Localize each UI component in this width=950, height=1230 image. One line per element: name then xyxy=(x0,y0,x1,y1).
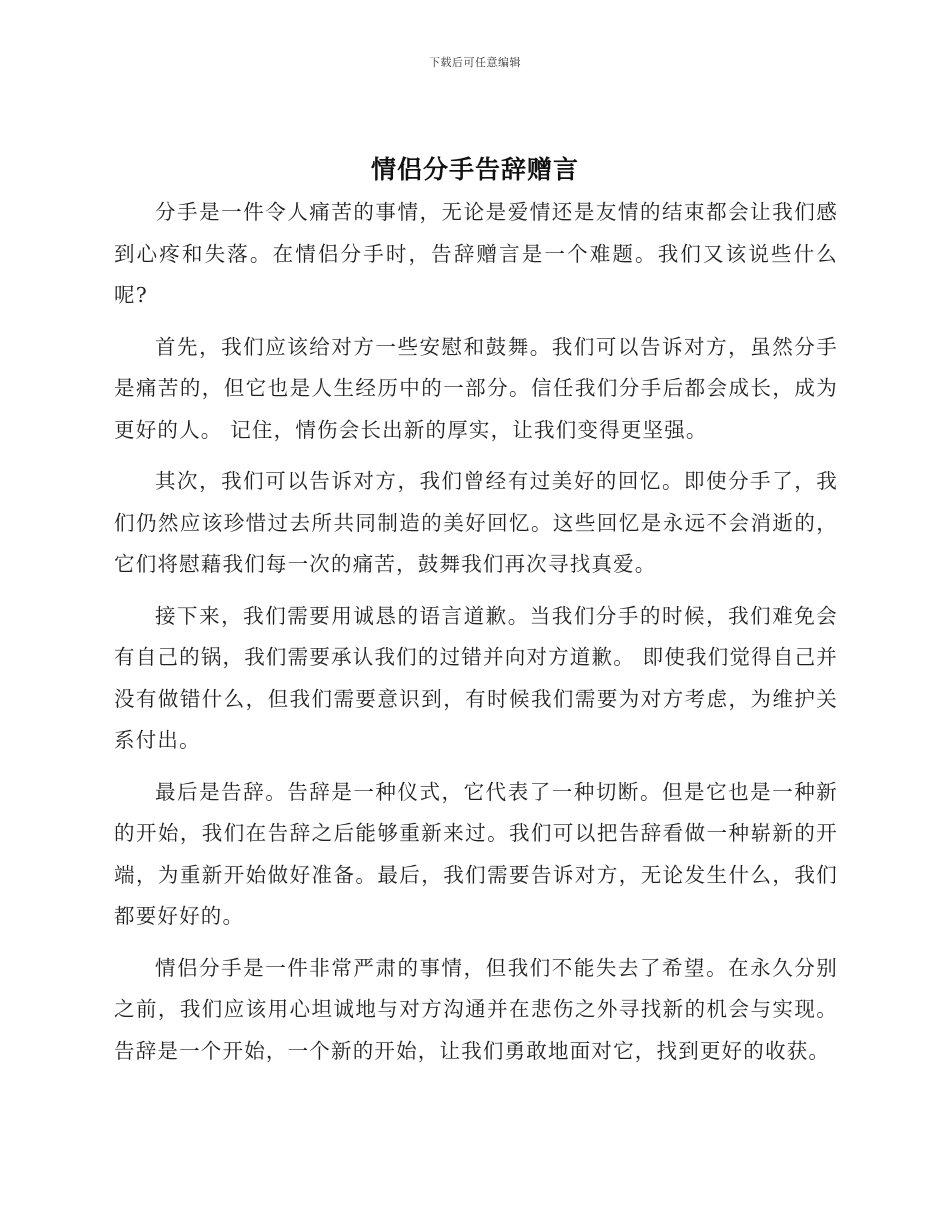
document-body xyxy=(114,192,838,1082)
header-note: 下载后可任意编辑 xyxy=(429,56,521,69)
document-title: 情侣分手告辞赠言 xyxy=(370,155,579,184)
paragraph: 其次，我们可以告诉对方，我们曾经有过美好的回忆。即使分手了，我们仍然应该珍惜过去所共同制造的美好回忆。这些回忆是永远不会消逝的，它们将慰藉我们每一次的痛苦，鼓舞我们再次寻找真爱。 xyxy=(114,469,838,576)
paragraph: 分手是一件令人痛苦的事情，无论是爱情还是友情的结束都会让我们感到心疼和失落。在情侣分手时，告辞赠言是一个难题。我们又该说些什么呢? xyxy=(114,200,838,307)
paragraph: 首先，我们应该给对方一些安慰和鼓舞。我们可以告诉对方，虽然分手是痛苦的，但它也是人生经历中的一部分。信任我们分手后都会成长，成为更好的人。 记住，情伤会长出新的厚实，让我们变得更坚强。 xyxy=(114,334,838,442)
paragraph: 最后是告辞。告辞是一种仪式，它代表了一种切断。但是它也是一种新的开始，我们在告辞之后能够重新来过。我们可以把告辞看做一种崭新的开端，为重新开始做好准备。最后，我们需要告诉对方，无论发生什么，我们都要好好的。 xyxy=(114,779,838,928)
paragraph: 接下来，我们需要用诚恳的语言道歉。当我们分手的时候，我们难免会有自己的锅，我们需要承认我们的过错并向对方道歉。 即使我们觉得自己并没有做错什么，但我们需要意识到，有时候我们需要为对方考虑，为维护关系付出。 xyxy=(114,603,838,752)
paragraph: 情侣分手是一件非常严肃的事情，但我们不能失去了希望。在永久分别之前，我们应该用心坦诚地与对方沟通并在悲伤之外寻找新的机会与实现。告辞是一个开始，一个新的开始，让我们勇敢地面对它，找到更好的收获。 xyxy=(114,955,838,1063)
